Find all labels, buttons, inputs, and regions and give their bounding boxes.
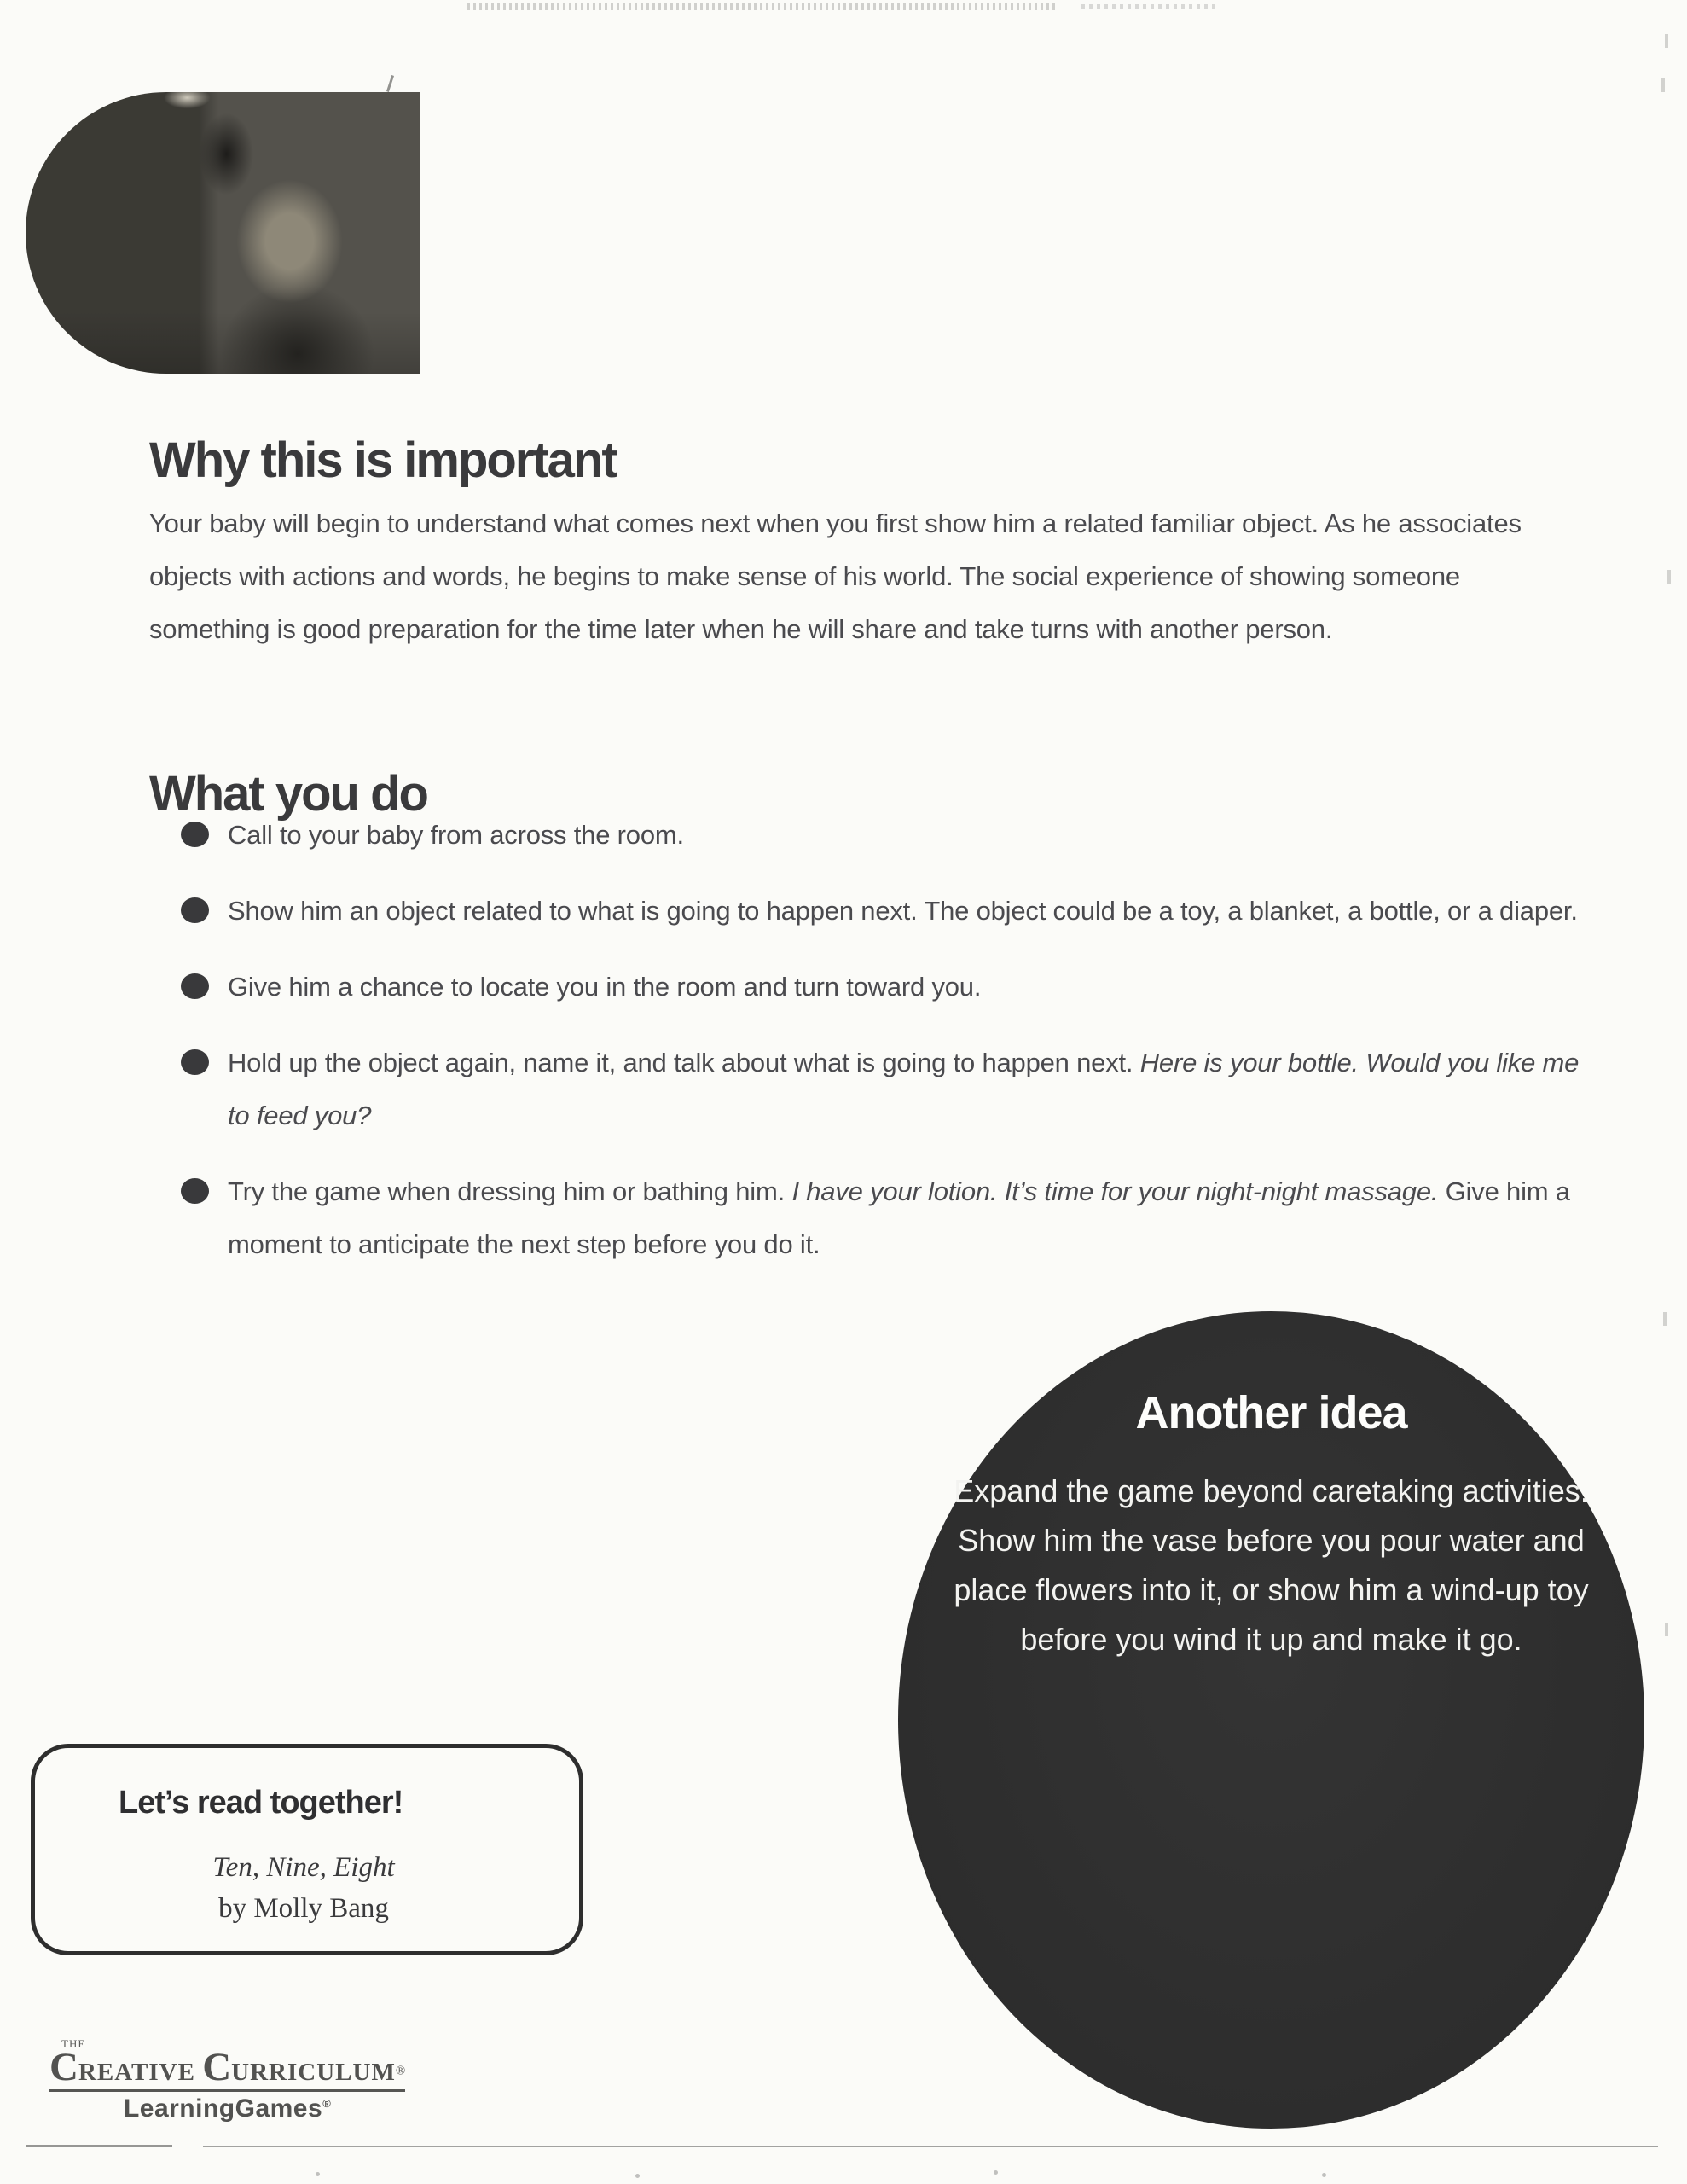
footer-rule-segment [26, 2145, 172, 2147]
bullet-text: Give him a chance to locate you in the room and turn toward you. [228, 972, 982, 1002]
scan-artifact [467, 3, 1056, 10]
bullet-text: Show him an object related to what is going to happen next. The object could be a toy, a blanket, a bottle, or a diaper. [228, 896, 1578, 926]
book-title: Ten, Nine, Eight [212, 1851, 395, 1883]
bullet-item [181, 809, 1597, 862]
logo-subbrand [49, 2094, 405, 2123]
bullet-item [181, 1165, 1597, 1271]
scan-artifact [1322, 2173, 1326, 2177]
bullet-dot-icon [181, 973, 209, 999]
bullet-list [181, 809, 1597, 1294]
scan-artifact [1663, 1312, 1667, 1326]
bullet-dot-icon [181, 822, 209, 847]
what-section-title: What you do [149, 766, 427, 822]
why-section-body: Your baby will begin to understand what comes next when you first show him a related familiar object. As he associates objects with actions and words, he begins to make sense of his world. The social experience of showing someone something is good preparation for the time later when he will share and take turns with another person. [149, 508, 1522, 644]
registered-mark-icon: ® [322, 2097, 332, 2110]
logo-word1: REATIVE [78, 2059, 195, 2086]
why-section-title: Why this is important [149, 432, 617, 488]
logo-the-text: THE [61, 2037, 86, 2050]
scan-artifact [1667, 570, 1671, 584]
logo-initial-c1: C [49, 2045, 78, 2089]
scan-artifact [635, 2174, 640, 2178]
logo-main-line [49, 2045, 406, 2092]
creative-curriculum-logo [49, 2037, 405, 2123]
bullet-dot-icon [181, 897, 209, 923]
bullet-item [181, 961, 1597, 1014]
bullet-dot-icon [181, 1178, 209, 1204]
bullet-item [181, 885, 1597, 938]
scan-artifact [316, 2172, 320, 2176]
bullet-text: Try the game when dressing him or bathing him. I have your lotion. It’s time for your night-night massage. Give him a moment to anticipate the next step before you do it. [228, 1176, 1570, 1259]
read-together-box [31, 1744, 583, 1955]
book-recommendation [163, 1847, 444, 1929]
scan-artifact [1081, 4, 1218, 9]
scan-artifact [1665, 1623, 1668, 1636]
logo-space [195, 2059, 202, 2086]
another-idea-circle [898, 1311, 1644, 2129]
registered-mark-icon: ® [395, 2064, 406, 2078]
bullet-text: Hold up the object again, name it, and talk about what is going to happen next. Here is your bottle. Would you like me to feed you? [228, 1048, 1580, 1130]
scan-artifact [386, 75, 394, 92]
bullet-item [181, 1037, 1597, 1142]
logo-initial-c2: C [202, 2045, 232, 2089]
scan-artifact [1665, 34, 1668, 48]
another-idea-body: Expand the game beyond caretaking activities. Show him the vase before you pour water and place flowers into it, or show him a wind-up toy before you wind it up and make it go. [954, 1473, 1589, 1657]
scan-artifact [994, 2170, 998, 2175]
another-idea-title: Another idea [1135, 1387, 1407, 1438]
logo-word2: URRICULUM [231, 2059, 396, 2086]
bullet-dot-icon [181, 1049, 209, 1075]
footer-rule-segment [203, 2146, 1658, 2147]
logo-subbrand-text: LearningGames [123, 2094, 323, 2123]
book-author: by Molly Bang [218, 1892, 389, 1924]
baby-photo [26, 92, 420, 374]
bullet-text: Call to your baby from across the room. [228, 820, 684, 850]
scan-artifact [1661, 78, 1665, 92]
read-together-title: Let’s read together! [119, 1785, 403, 1821]
